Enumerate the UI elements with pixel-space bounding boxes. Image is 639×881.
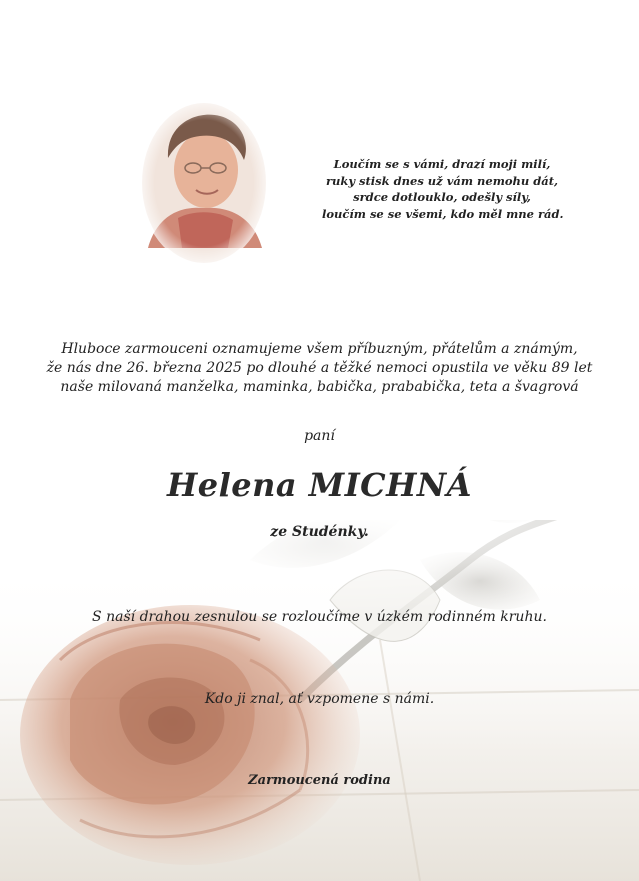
announcement-line: že nás dne 26. března 2025 po dlouhé a těžké nemoci opustila ve věku 89 let (46, 360, 593, 376)
farewell-poem (322, 156, 562, 222)
poem-line: loučím se se všemi, kdo měl mne rád. (322, 206, 564, 221)
portrait-photo (138, 98, 270, 268)
announcement-line: Hluboce zarmouceni oznamujeme všem příbuzným, přátelům a známým, (61, 341, 578, 357)
farewell-notice: S naší drahou zesnulou se rozloučíme v úzkém rodinném kruhu. (92, 609, 547, 625)
poem-line: Loučím se s vámi, drazí moji milí, (333, 157, 551, 171)
remember-line: Kdo ji znal, ať vzpomene s námi. (204, 691, 435, 707)
deceased-name: Helena MICHNÁ (167, 466, 472, 504)
deceased-origin: ze Studénky. (270, 524, 369, 540)
poem-line: srdce dotlouklo, odešly síly, (353, 190, 531, 204)
poem-line: ruky stisk dnes už vám nemohu dát, (325, 173, 559, 188)
honorific: paní (304, 428, 335, 444)
announcement-line: naše milovaná manželka, maminka, babička, prababička, teta a švagrová (60, 379, 579, 395)
death-announcement (40, 340, 599, 397)
signature: Zarmoucená rodina (248, 773, 391, 788)
